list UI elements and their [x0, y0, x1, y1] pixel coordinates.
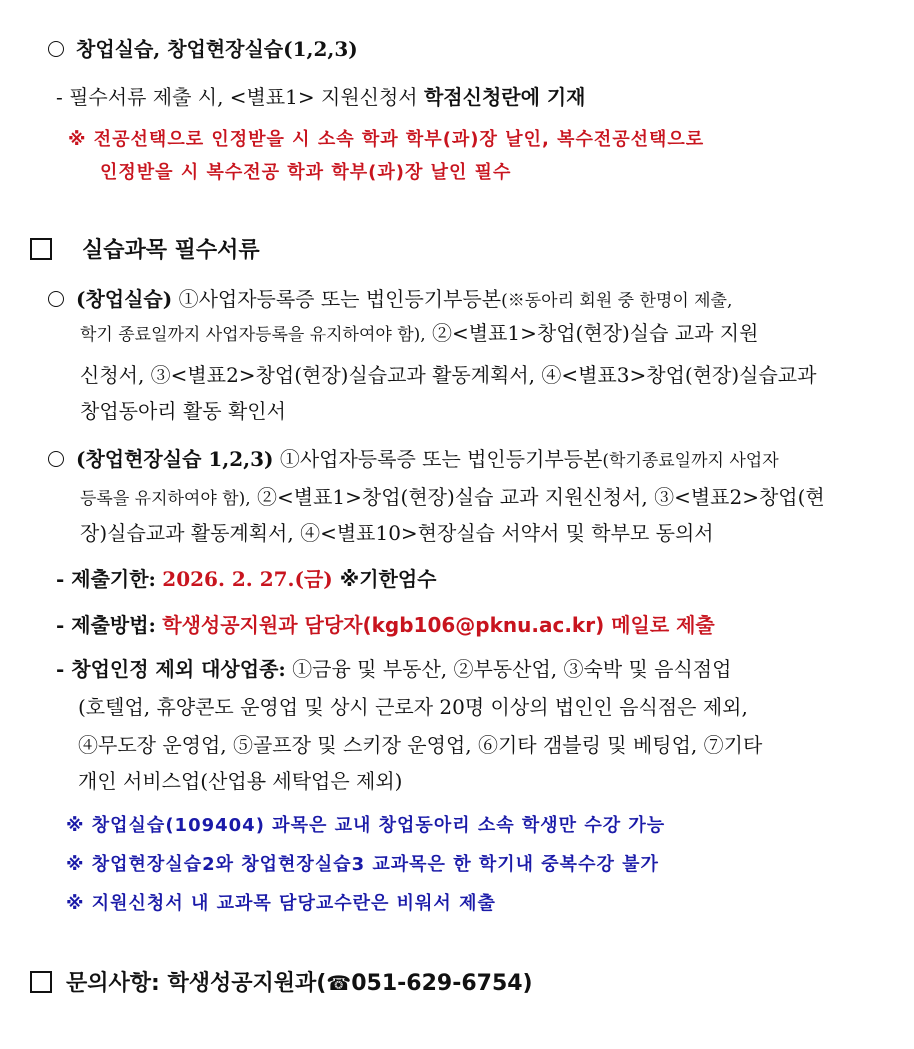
item2-line3: 장)실습교과 활동계획서, ④<별표10>현장실습 서약서 및 학부모 동의서	[80, 521, 714, 545]
excluded-line1-text: ①금융 및 부동산, ②부동산업, ③숙박 및 음식점업	[285, 657, 732, 681]
item1-line1-small: (※동아리 회원 중 한명이 제출,	[501, 291, 733, 311]
note-2: ※ 창업현장실습2와 창업현장실습3 교과목은 한 학기내 중복수강 불가	[66, 854, 659, 875]
note-3: ※ 지원신청서 내 교과목 담당교수란은 비워서 제출	[66, 893, 496, 914]
item2-line1-text: ①사업자등록증 또는 법인등기부등본	[273, 447, 603, 471]
contact-label: 문의사항: 학생성공지원과(	[66, 971, 327, 996]
deadline-label: - 제출기한:	[56, 567, 156, 591]
item2-title: (창업현장실습 1,2,3)	[76, 447, 274, 471]
circle-bullet-icon	[48, 451, 64, 467]
deadline-date: 2026. 2. 27.(금)	[162, 567, 333, 591]
deadline-note: ※기한엄수	[332, 567, 437, 591]
method-row	[56, 612, 715, 638]
section2-heading-row	[30, 238, 260, 264]
item2-line1	[48, 446, 779, 474]
circle-bullet-icon	[48, 41, 64, 57]
item1-line3: 신청서, ③<별표2>창업(현장)실습교과 활동계획서, ④<별표3>창업(현장)실습교과	[80, 363, 817, 387]
method-value: 학생성공지원과 담당자(kgb106@pknu.ac.kr) 메일로 제출	[162, 613, 715, 637]
item1-line2	[80, 320, 758, 348]
item2-line1-small: (학기종료일까지 사업자	[602, 451, 779, 471]
item1-line1-text: ①사업자등록증 또는 법인등기부등본	[172, 287, 502, 311]
deadline-row	[56, 566, 436, 592]
item2-line2-small: 등록을 유지하여야 함),	[80, 489, 251, 509]
note-1: ※ 창업실습(109404) 과목은 교내 창업동아리 소속 학생만 수강 가능	[66, 815, 666, 836]
checkbox-square-icon	[30, 971, 52, 993]
excluded-line2: (호텔업, 휴양콘도 운영업 및 상시 근로자 20명 이상의 법인인 음식점은 제외,	[78, 695, 748, 719]
section2-heading: 실습과목 필수서류	[82, 238, 260, 263]
excluded-line4: 개인 서비스업(산업용 세탁업은 제외)	[78, 769, 403, 793]
item1-line4: 창업동아리 활동 확인서	[80, 399, 286, 423]
phone-icon: ☎	[326, 971, 352, 995]
section1-bullet-text: - 필수서류 제출 시, <별표1> 지원신청서	[56, 85, 424, 109]
item1-line2-text: ②<별표1>창업(현장)실습 교과 지원	[425, 321, 759, 345]
section1-heading: 창업실습, 창업현장실습(1,2,3)	[76, 37, 358, 61]
item1-line2-small: 학기 종료일까지 사업자등록을 유지하여야 함),	[80, 325, 426, 345]
method-label: - 제출방법:	[56, 613, 156, 637]
section1-heading-row	[48, 36, 358, 62]
excluded-line3: ④무도장 운영업, ⑤골프장 및 스키장 운영업, ⑥기타 갬블링 및 베팅업, ⑦기타	[78, 733, 763, 757]
section1-warning-line2: 인정받을 시 복수전공 학과 학부(과)장 날인 필수	[100, 162, 512, 183]
excluded-label: - 창업인정 제외 대상업종:	[56, 657, 286, 681]
contact-row	[30, 970, 533, 997]
item2-line2	[80, 484, 825, 512]
item1-title: (창업실습)	[76, 287, 173, 311]
section1-warning-line1: ※ 전공선택으로 인정받을 시 소속 학과 학부(과)장 날인, 복수전공선택으로	[68, 129, 705, 150]
item2-line2-text: ②<별표1>창업(현장)실습 교과 지원신청서, ③<별표2>창업(현	[250, 485, 825, 509]
section1-bullet-emphasis: 학점신청란에 기재	[423, 85, 586, 109]
circle-bullet-icon	[48, 291, 64, 307]
checkbox-square-icon	[30, 238, 52, 260]
excluded-line1	[56, 656, 731, 682]
contact-phone: 051-629-6754)	[351, 971, 533, 996]
item1-line1	[48, 286, 732, 314]
section1-bullet-row	[56, 84, 586, 110]
